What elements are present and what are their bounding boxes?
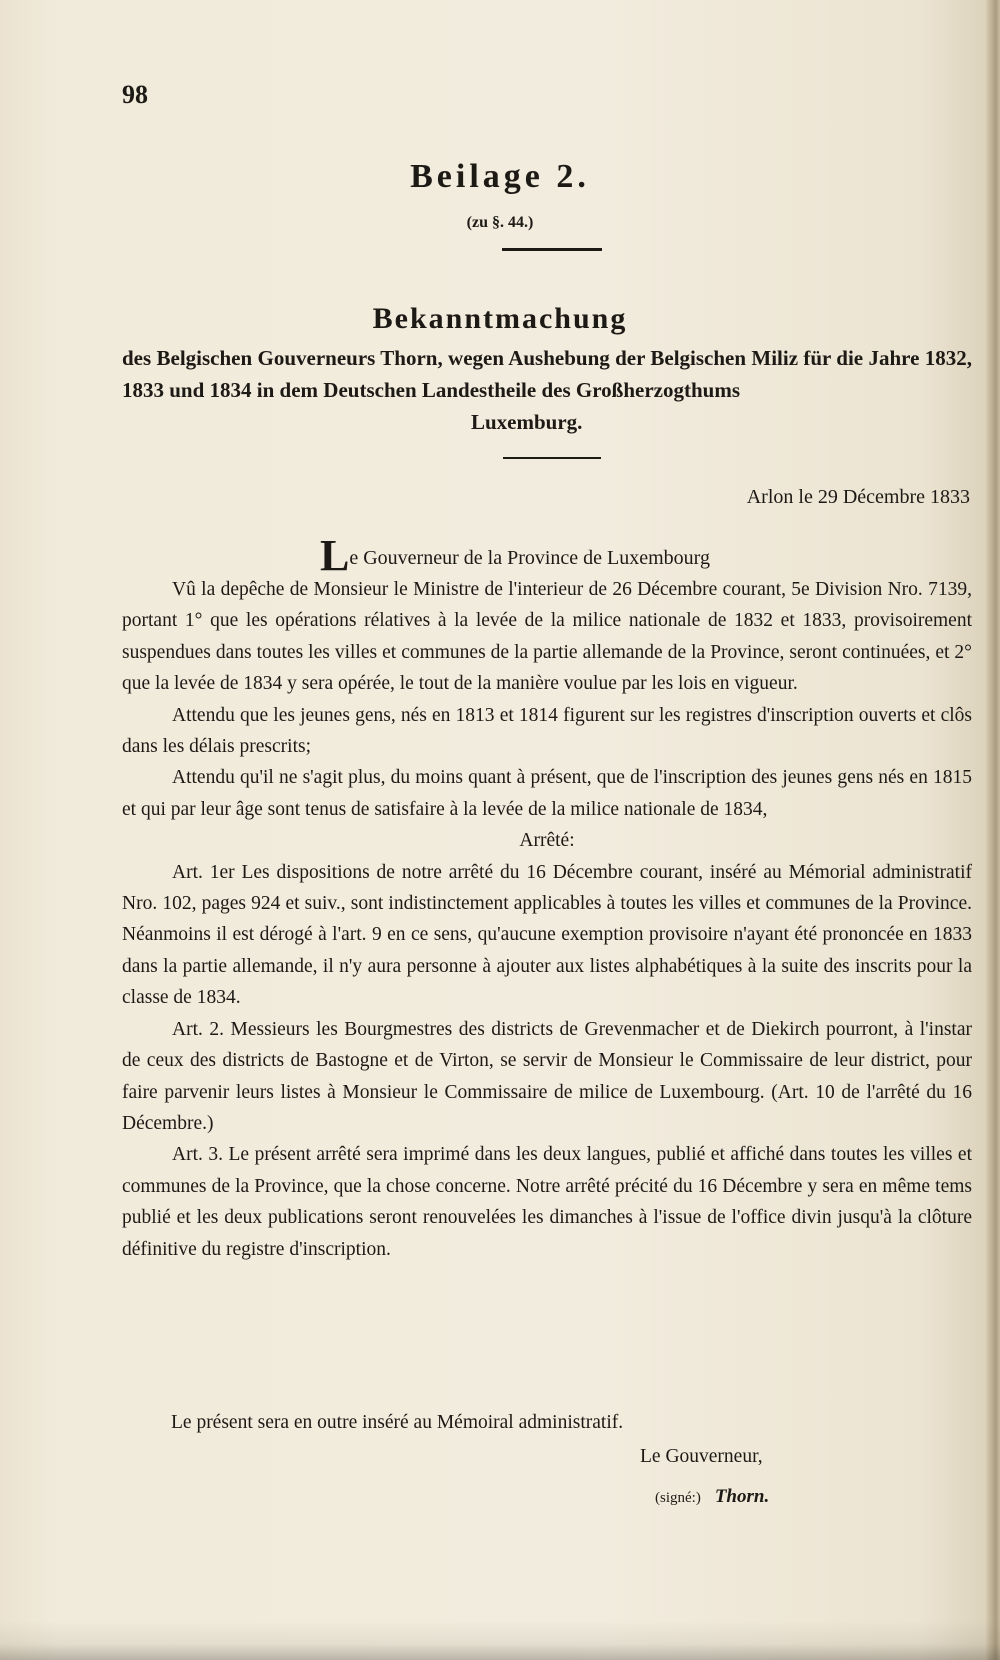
article-3: Art. 3. Le présent arrêté sera imprimé dans les deux langues, publié et affiché dans toutes les villes et communes de la Province, que la chose concerne. Notre arrêté précité du 16 Décembre y sera en même tems publié et les deux publications seront renouvelées les dimanches à l'issue de l'office divin jusqu'à la clôture définitive du registre d'inscription.: [122, 1144, 972, 1260]
heading-divider: [502, 248, 602, 251]
section-reference: (zu §. 44.): [466, 214, 534, 231]
title-divider: [503, 457, 601, 459]
paragraph: Attendu que les jeunes gens, nés en 1813 et 1814 figurent sur les registres d'inscription ouverts et clôs dans les délais prescrits;: [122, 704, 972, 758]
page-bottom-shadow: [0, 1620, 1000, 1660]
closing-line: Le présent sera en outre inséré au Mémoiral administratif.: [171, 1412, 624, 1433]
arrete-label: Arrêté:: [519, 830, 575, 852]
dateline: Arlon le 29 Décembre 1833: [746, 486, 970, 508]
announcement-subtitle-main: des Belgischen Gouverneurs Thorn, wegen Aushebung der Belgischen Miliz für die Jahre 1832, 1833 und 1834 in dem Deutschen Landestheile des Großherzogthums: [122, 346, 972, 402]
page-edge-shadow: [986, 0, 1000, 1660]
signed-label: (signé:): [655, 1490, 701, 1506]
article-2: Art. 2. Messieurs les Bourgmestres des districts de Grevenmacher et de Diekirch pourront, à l'instar de ceux des districts de Bastogne et de Virton, se servir de Monsieur le Commissaire de leur district, pour faire parvenir leurs listes à Monsieur le Commissaire de milice de Luxembourg. (Art. 10 de l'arrêté du 16 Décembre.): [122, 1018, 972, 1134]
page-number: 98: [122, 80, 148, 109]
governor-line-text: e Gouverneur de la Province de Luxembourg: [349, 547, 710, 569]
governor-line: [320, 531, 710, 580]
decree-body: [122, 574, 972, 1265]
signed-name: Thorn.: [714, 1486, 770, 1507]
announcement-subtitle-last: Luxemburg.: [471, 410, 583, 434]
appendix-heading: Beilage 2.: [410, 158, 590, 195]
drop-cap: L: [320, 531, 350, 580]
announcement-subtitle: [122, 342, 972, 438]
paragraph: Vû la depêche de Monsieur le Ministre de l'interieur de 26 Décembre courant, 5e Division Nro. 7139, portant 1° que les opérations rélatives à la levée de la milice nationale de 1832 et 1833, provisoirement suspendues dans toutes les villes et communes de la partie allemande de la Province, seront continuées, et 2° que la levée de 1834 y sera opérée, le tout de la manière voulue par les lois en vigueur.: [122, 579, 972, 695]
announcement-title: Bekanntmachung: [372, 302, 628, 335]
signer-title: Le Gouverneur,: [640, 1446, 763, 1467]
article-1: Art. 1er Les dispositions de notre arrêté du 16 Décembre courant, inséré au Mémorial administratif Nro. 102, pages 924 et suiv., sont indistinctement applicables à toutes les villes et communes de la Province. Néanmoins il est dérogé à l'art. 9 en ce sens, qu'aucune exemption provisoire n'ayant été prononcée en 1833 dans la partie allemande, il n'y aura personne à ajouter aux listes alphabétiques à la suite des inscrits pour la classe de 1834.: [122, 861, 972, 1009]
paragraph: Attendu qu'il ne s'agit plus, du moins quant à présent, que de l'inscription des jeunes gens nés en 1815 et qui par leur âge sont tenus de satisfaire à la levée de la milice nationale de 1834,: [122, 767, 972, 820]
signature-line: [655, 1486, 769, 1508]
